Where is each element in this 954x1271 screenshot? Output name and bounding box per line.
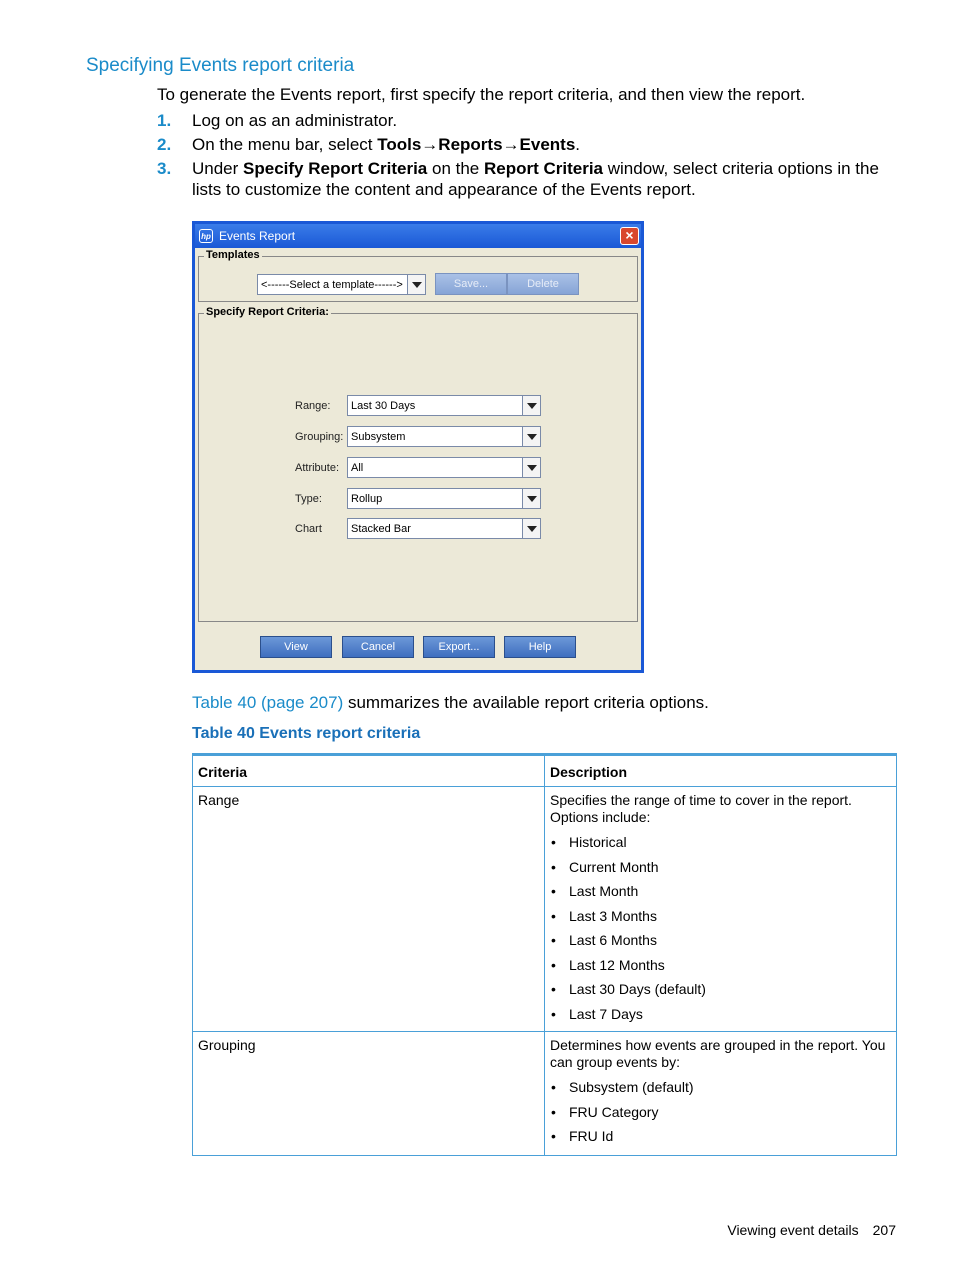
- table-header-row: [193, 755, 897, 787]
- section-title: Specifying Events report criteria: [86, 55, 355, 76]
- list-item: • Last Month: [550, 879, 891, 904]
- step-1: [157, 110, 902, 131]
- description-text: Determines how events are grouped in the report. You can group events by:: [550, 1037, 886, 1070]
- type-select[interactable]: [347, 488, 541, 509]
- attribute-select[interactable]: [347, 457, 541, 478]
- chevron-down-icon[interactable]: [522, 519, 540, 538]
- table-row: [193, 787, 897, 1032]
- chevron-down-icon[interactable]: [522, 489, 540, 508]
- table-link[interactable]: Table 40 (page 207): [192, 693, 344, 712]
- list-item: • FRU Category: [550, 1100, 891, 1125]
- close-icon[interactable]: ×: [620, 227, 639, 245]
- list-item: • Last 6 Months: [550, 928, 891, 953]
- list-item: • Last 3 Months: [550, 904, 891, 929]
- type-label: Type:: [295, 493, 322, 505]
- step-number: 1.: [157, 111, 172, 130]
- column-header-criteria: Criteria: [193, 755, 545, 787]
- step-text: Under: [192, 159, 244, 178]
- hp-logo-icon: hp: [199, 229, 213, 243]
- criteria-legend: Specify Report Criteria:: [206, 306, 329, 318]
- export-button[interactable]: Export...: [423, 636, 495, 658]
- step-2: [157, 134, 902, 155]
- description-text: Specifies the range of time to cover in the report. Options include:: [550, 792, 852, 825]
- options-list: [550, 1075, 891, 1149]
- list-item: • Last 12 Months: [550, 953, 891, 978]
- list-item: • Last 7 Days: [550, 1002, 891, 1027]
- chevron-down-icon[interactable]: [522, 396, 540, 415]
- criteria-table: [192, 753, 897, 1156]
- chart-label: Chart: [295, 523, 322, 535]
- list-item: • Current Month: [550, 855, 891, 880]
- events-report-dialog: [192, 221, 644, 673]
- grouping-label: Grouping:: [295, 431, 344, 443]
- step-text-end: .: [575, 135, 581, 154]
- template-select-value: <------Select a template------>: [261, 278, 403, 291]
- reference-text: summarizes the available report criteria options.: [343, 693, 709, 712]
- menu-events: Events: [519, 135, 576, 154]
- criteria-cell: Range: [193, 787, 545, 1032]
- arrow-glyph: →: [421, 135, 439, 154]
- help-button[interactable]: Help: [504, 636, 576, 658]
- attribute-label: Attribute:: [295, 462, 340, 474]
- type-value: Rollup: [351, 492, 383, 505]
- step-text: On the menu bar, select: [192, 135, 378, 154]
- delete-button[interactable]: Delete: [507, 273, 579, 295]
- cancel-button[interactable]: Cancel: [342, 636, 414, 658]
- range-label: Range:: [295, 400, 331, 412]
- table-reference: [192, 693, 709, 713]
- templates-group: [198, 249, 638, 302]
- step-text-end: window, select criteria options in the lists to customize the content and appearance of the Events report.: [192, 159, 879, 199]
- list-item: • Last 30 Days (default): [550, 977, 891, 1002]
- menu-reports: Reports: [438, 135, 503, 154]
- dialog-title: Events Report: [219, 229, 296, 243]
- range-value: Last 30 Days: [351, 399, 416, 412]
- page-footer: [727, 1222, 896, 1238]
- criteria-group: [198, 306, 638, 622]
- step-number: 2.: [157, 135, 172, 154]
- attribute-value: All: [351, 461, 364, 474]
- ui-term: Report Criteria: [483, 159, 604, 178]
- criteria-cell: Grouping: [193, 1032, 545, 1156]
- list-item: • FRU Id: [550, 1124, 891, 1149]
- chevron-down-icon[interactable]: [407, 275, 425, 294]
- intro-paragraph: To generate the Events report, first specify the report criteria, and then view the report.: [157, 85, 806, 104]
- step-3: [157, 158, 902, 200]
- dialog-body: [195, 248, 641, 670]
- page-number: 207: [872, 1222, 896, 1238]
- save-button[interactable]: Save...: [435, 273, 507, 295]
- step-text: Log on as an administrator.: [192, 111, 398, 130]
- table-row: [193, 1032, 897, 1156]
- menu-tools: Tools: [377, 135, 422, 154]
- footer-section: Viewing event details: [727, 1222, 859, 1238]
- template-select[interactable]: [257, 274, 426, 295]
- steps-list: [157, 110, 902, 203]
- dialog-titlebar[interactable]: [195, 224, 641, 248]
- templates-legend: Templates: [206, 249, 260, 261]
- range-select[interactable]: [347, 395, 541, 416]
- step-number: 3.: [157, 159, 172, 178]
- grouping-value: Subsystem: [351, 430, 406, 443]
- ui-term: Specify Report Criteria: [243, 159, 428, 178]
- chevron-down-icon[interactable]: [522, 458, 540, 477]
- grouping-select[interactable]: [347, 426, 541, 447]
- table-caption: Table 40 Events report criteria: [192, 725, 421, 742]
- list-item: • Historical: [550, 830, 891, 855]
- arrow-glyph: →: [502, 135, 520, 154]
- list-item: • Subsystem (default): [550, 1075, 891, 1100]
- options-list: [550, 830, 891, 1026]
- column-header-description: Description: [545, 755, 897, 787]
- view-button[interactable]: View: [260, 636, 332, 658]
- chart-select[interactable]: [347, 518, 541, 539]
- chevron-down-icon[interactable]: [522, 427, 540, 446]
- description-cell: [545, 787, 897, 1032]
- chart-value: Stacked Bar: [351, 522, 411, 535]
- step-text: on the: [427, 159, 484, 178]
- description-cell: [545, 1032, 897, 1156]
